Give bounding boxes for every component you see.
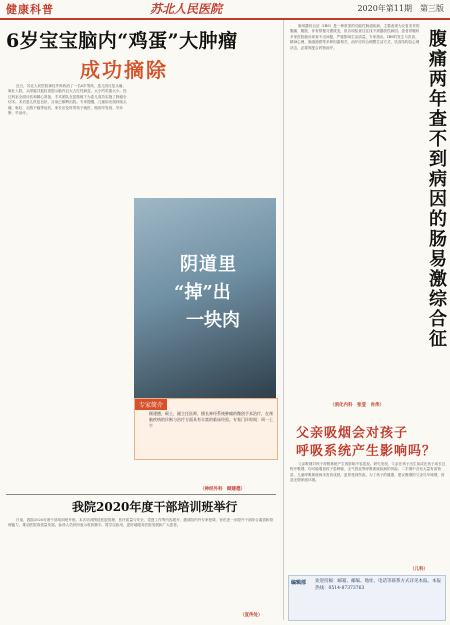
article2-byline: （宣传处）	[240, 613, 263, 618]
expert-text: 顾建德，硕士，副主任医师，擅长神经系统肿瘤的微创手术治疗，在颅脑疾病的诊断与治疗方面具有丰富的临床经验。专家门诊时间：周一上午	[149, 411, 273, 428]
article1-body: 近日，苏北人民医院神经外科收治了一名6岁男孩，患儿因反复头痛、呕吐入院，头颅磁共振检查提示脑内巨大占位性病变，大小约鸡蛋大小。经过科室全面评估和精心准备，手术团队在显微镜下为患儿成功实施了肿瘤全切术。术后患儿恢复良好，目前已顺利出院。专家提醒，儿童如出现持续头痛、呕吐、走路不稳等症状，家长应及时带孩子就医，做到早发现、早诊断、早治疗。	[8, 84, 127, 116]
photo-caption-line-1: 阴道里	[180, 254, 237, 275]
expert-box	[134, 398, 278, 460]
column-divider	[283, 20, 284, 620]
photo-caption-line-2: “掉”出	[174, 282, 231, 303]
article1-title: 6岁宝宝脑内“鸡蛋”大肿瘤	[6, 30, 238, 52]
article4-byline: （儿科）	[410, 567, 428, 572]
article-photo	[134, 198, 276, 398]
info-box	[288, 575, 446, 621]
expert-label: 专家简介	[135, 399, 167, 410]
article3-vertical-title: 腹痛两年查不到病因的肠易激综合征	[429, 29, 447, 350]
article4-body: 父亲吸烟对孩子呼吸系统产生的影响不容忽视。研究发现，父亲在孩子出生前或在孩子成长过程中吸烟，均可能增加孩子患哮喘、支气管炎等呼吸系统疾病的风险。二手烟中含有大量有害物质，儿童呼吸系统尚未发育成熟，更易受到伤害。为了孩子的健康，建议吸烟的父亲尽早戒烟，营造无烟家庭环境。	[290, 462, 446, 483]
article3-byline: （消化内科 张莹 肖伟）	[330, 403, 384, 408]
info-box-text: 欢迎投稿：邮箱、邮编、地址、电话等联系方式详见本报。本报热线：0514-87373763	[315, 579, 441, 591]
article4-title-line-1: 父亲吸烟会对孩子	[296, 426, 409, 441]
section-name: 健康科普	[6, 3, 54, 16]
photo-caption-line-3: 一块肉	[186, 310, 240, 331]
masthead-logo: 苏北人民医院	[150, 2, 223, 16]
divider	[6, 494, 276, 495]
article2-title: 我院2020年度干部培训班举行	[72, 500, 238, 514]
article3-body: 肠易激综合征（IBS）是一种常见的功能性肠道疾病，主要表现为反复发作的腹痛、腹胀，伴有排便习惯改变，但各项检查往往找不到器质性病因。患者常辗转多家医院就诊却查不出问题，严重影响生活质量。专家指出，IBS的发生与饮食、精神心理、肠道菌群等多种因素相关，治疗应综合调整生活方式、饮食结构及心理状态，必要时配合药物治疗。	[290, 24, 420, 50]
article2-body: 日前，我院2020年度干部培训班开班。本次培训围绕医院管理、医疗质量与安全、党建工作等内容展开，邀请院内外专家授课，旨在进一步提升干部综合素质和管理能力，推动医院高质量发展。参训人员纷纷表示收获颇丰，将学以致用，更好地服务医院发展和广大患者。	[8, 518, 274, 528]
article4-title-line-2: 呼吸系统产生影响吗？	[296, 444, 437, 459]
page-header	[0, 0, 450, 20]
issue-date: 2020年第11期 第三版	[357, 4, 444, 13]
article1-subtitle: 成功摘除	[80, 58, 168, 82]
article1-byline: （神经外科 顾建德）	[200, 487, 245, 492]
info-box-label: 编辑部	[291, 580, 307, 586]
